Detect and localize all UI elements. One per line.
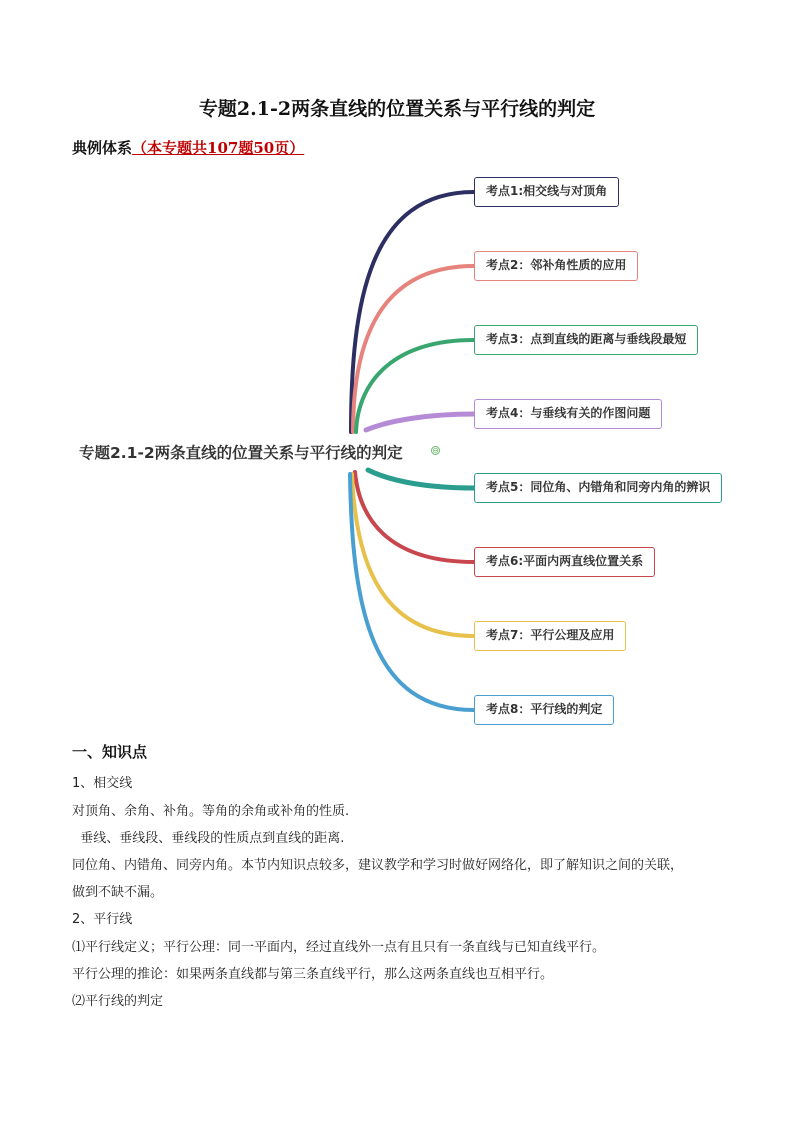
paragraph-line: 对顶角、余角、补角。等角的余角或补角的性质. (72, 804, 350, 819)
collapse-icon[interactable]: ⊖ (432, 446, 439, 455)
subtitle (72, 137, 304, 158)
mindmap-node-7[interactable]: 考点7：平行公理及应用 (474, 621, 626, 651)
paragraph-line: 1、相交线 (72, 776, 133, 791)
branch-7 (352, 474, 474, 636)
branch-5 (368, 470, 474, 488)
document-title: 专题2.1-2两条直线的位置关系与平行线的判定 (198, 98, 596, 120)
paragraph-line: ⑵平行线的判定 (72, 994, 164, 1009)
paragraph-line: 2、平行线 (72, 912, 133, 927)
mindmap-node-8[interactable]: 考点8：平行线的判定 (474, 695, 614, 725)
mindmap-node-1[interactable]: 考点1:相交线与对顶角 (474, 177, 619, 207)
mindmap-node-2[interactable]: 考点2：邻补角性质的应用 (474, 251, 638, 281)
paragraph-line: ⑴平行线定义；平行公理：同一平面内，经过直线外一点有且只有一条直线与已知直线平行。 (72, 940, 606, 955)
subtitle-prefix: 典例体系 (72, 139, 133, 157)
branch-4 (366, 414, 474, 430)
subtitle-scope-note: （本专题共107题50页） (132, 139, 305, 157)
branch-8 (350, 474, 474, 710)
mindmap-node-4[interactable]: 考点4：与垂线有关的作图问题 (474, 399, 662, 429)
paragraph-line: 同位角、内错角、同旁内角。本节内知识点较多，建议教学和学习时做好网络化，即了解知识之间的关联， (72, 858, 684, 873)
branch-1 (351, 192, 474, 432)
paragraph-line: 平行公理的推论：如果两条直线都与第三条直线平行，那么这两条直线也互相平行。 (72, 967, 554, 982)
mindmap-root[interactable]: 专题2.1-2两条直线的位置关系与平行线的判定 (79, 444, 403, 462)
mindmap-node-6[interactable]: 考点6:平面内两直线位置关系 (474, 547, 655, 577)
mindmap-node-5[interactable]: 考点5：同位角、内错角和同旁内角的辨识 (474, 473, 722, 503)
section-heading: 一、知识点 (72, 743, 148, 761)
paragraph-line: 垂线、垂线段、垂线段的性质点到直线的距离. (72, 831, 345, 846)
mindmap-node-3[interactable]: 考点3：点到直线的距离与垂线段最短 (474, 325, 698, 355)
paragraph-line: 做到不缺不漏。 (72, 885, 164, 900)
